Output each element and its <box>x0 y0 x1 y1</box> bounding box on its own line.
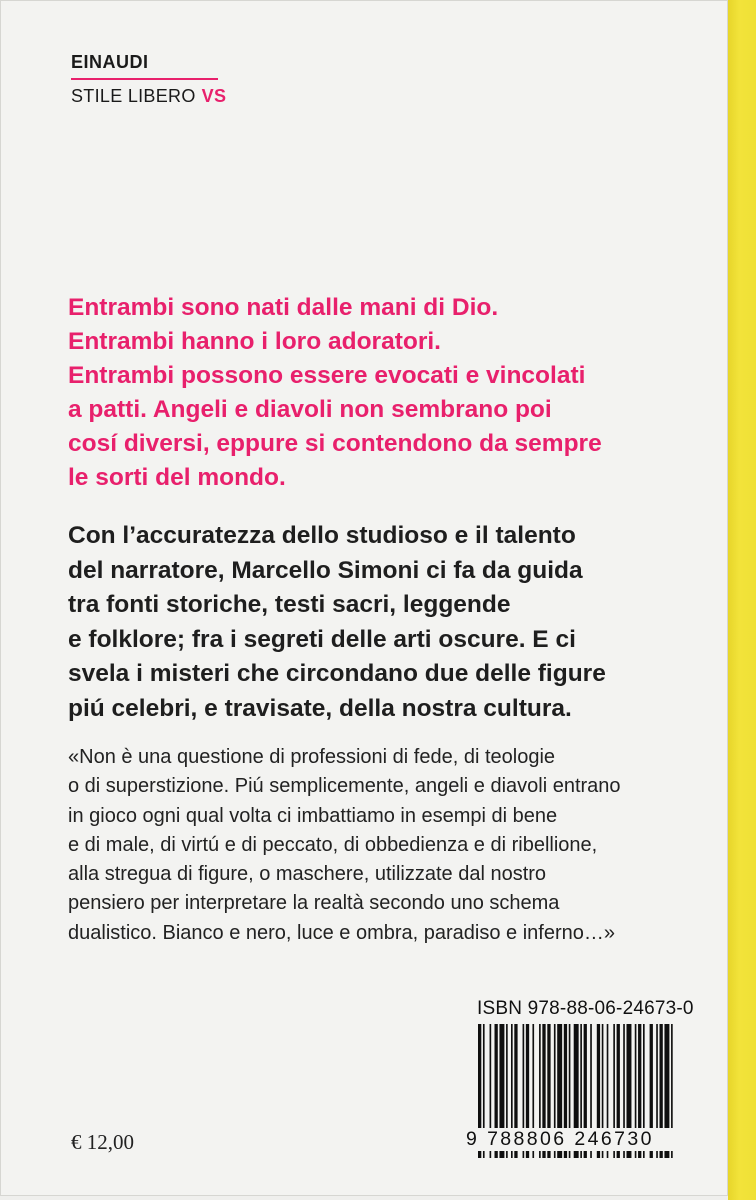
barcode-digits: 9 788806 246730 <box>466 1128 681 1151</box>
blurb-black-line: Con l’accuratezza dello studioso e il talento <box>68 522 576 549</box>
blurb-black-line: tra fonti storiche, testi sacri, leggende <box>68 591 511 618</box>
blurb-black <box>68 519 728 726</box>
blurb-black-line: piú celebri, e travisate, della nostra cultura. <box>68 694 572 722</box>
blurb-black-line: del narratore, Marcello Simoni ci fa da guida <box>68 556 583 584</box>
price: € 12,00 <box>71 1130 134 1154</box>
series-name <box>71 86 226 107</box>
quote-line: e di male, di virtú e di peccato, di obbedienza e di ribellione, <box>68 833 598 856</box>
author-quote <box>68 743 728 948</box>
blurb-pink-line: Entrambi possono essere evocati e vincolati <box>68 362 586 389</box>
blurb-pink-line: a patti. Angeli e diavoli non sembrano poi <box>68 396 552 423</box>
publisher-name: EINAUDI <box>71 52 149 72</box>
quote-line: dualistico. Bianco e nero, luce e ombra, paradiso e inferno…» <box>68 921 615 944</box>
blurb-black-line: svela i misteri che circondano due delle figure <box>68 660 606 687</box>
spine-edge <box>728 0 756 1200</box>
blurb-pink-line: Entrambi hanno i loro adoratori. <box>68 328 441 355</box>
quote-line: pensiero per interpretare la realtà secondo uno schema <box>68 892 560 915</box>
publisher-rule <box>71 78 218 80</box>
series-label: STILE LIBERO <box>71 86 196 106</box>
quote-line: in gioco ogni qual volta ci imbattiamo in esempi di bene <box>68 804 558 827</box>
series-badge: VS <box>201 86 227 106</box>
quote-line: alla stregua di figure, o maschere, utilizzate dal nostro <box>68 863 547 886</box>
quote-line: o di superstizione. Piú semplicemente, angeli e diavoli entrano <box>68 775 621 798</box>
quote-line: «Non è una questione di professioni di fede, di teologie <box>68 746 556 768</box>
blurb-pink-line: Entrambi sono nati dalle mani di Dio. <box>68 294 499 321</box>
isbn-label: ISBN 978-88-06-24673-0 <box>477 998 694 1019</box>
blurb-pink <box>68 291 728 495</box>
blurb-pink-line: cosí diversi, eppure si contendono da sempre <box>68 430 602 457</box>
blurb-pink-line: le sorti del mondo. <box>68 464 286 491</box>
blurb-black-line: e folklore; fra i segreti delle arti oscure. E ci <box>68 625 576 653</box>
